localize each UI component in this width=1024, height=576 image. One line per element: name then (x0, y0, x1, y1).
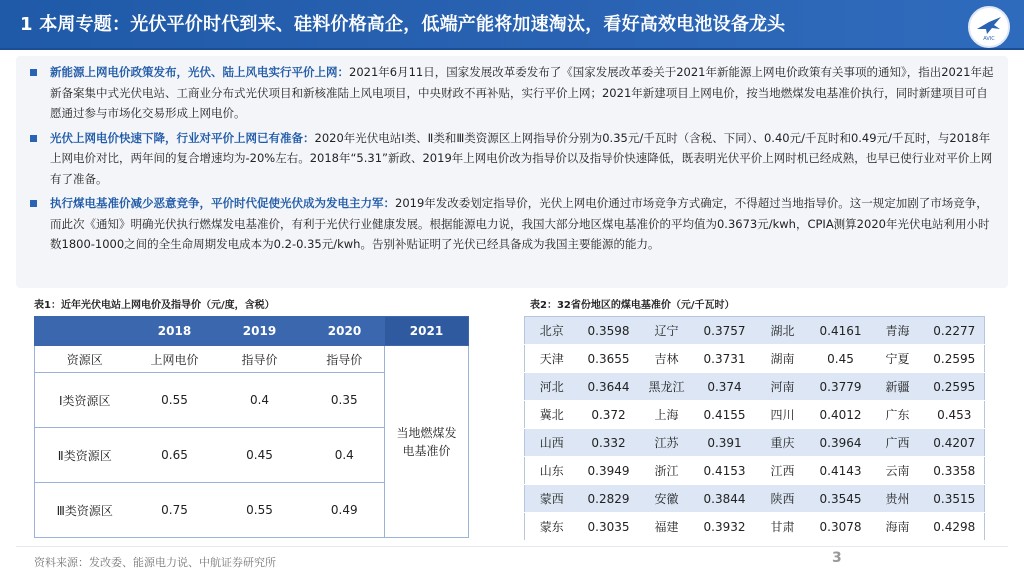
price-cell: 0.4155 (703, 407, 746, 422)
province-cell: 辽宁 (639, 317, 695, 345)
footer-divider (16, 546, 1008, 547)
price-cell: 0.2829 (579, 485, 639, 513)
price-cell: 0.332 (579, 429, 639, 457)
price-cell: 0.3545 (811, 485, 871, 513)
province-cell: 云南 (885, 464, 910, 478)
table1-caption: 表1：近年光伏电站上网电价及指导价（元/度，含税） (34, 300, 275, 311)
province-cell: 安徽 (639, 485, 695, 513)
province-cell: 海南 (885, 520, 910, 534)
price-cell: 0.4153 (703, 463, 746, 478)
province-cell: 宁夏 (885, 352, 910, 366)
province-cell: 江苏 (639, 429, 695, 457)
table-row (525, 345, 985, 373)
paragraph-lead: 执行煤电基准价减少恶意竞争，平价时代促使光伏成为发电主力军： (50, 196, 395, 210)
year-header: 2018 (135, 317, 215, 346)
price-cell: 0.3964 (811, 429, 871, 457)
province-cell: 陕西 (755, 485, 811, 513)
price-cell: 0.4143 (819, 463, 862, 478)
province-cell: 重庆 (755, 429, 811, 457)
price-cell: 0.2595 (933, 351, 976, 366)
table-cell: 上网电价 (135, 346, 215, 373)
note-2021-cell (385, 346, 469, 538)
province-cell: 冀北 (539, 408, 564, 422)
company-logo (968, 6, 1010, 48)
price-cell: 0.3731 (703, 351, 746, 366)
table-row (525, 373, 985, 401)
province-cell: 广西 (871, 429, 925, 457)
summary-box (16, 56, 1008, 288)
price-cell: 0.4207 (925, 429, 985, 457)
square-bullet-icon (30, 69, 37, 76)
price-cell: 0.3757 (695, 317, 755, 345)
table-cell: 0.75 (135, 483, 215, 538)
province-cell: 四川 (770, 408, 795, 422)
paragraph-lead: 新能源上网电价政策发布，光伏、陆上风电实行平价上网： (50, 65, 349, 79)
province-cell: 山西 (525, 429, 579, 457)
province-cell: 贵州 (871, 485, 925, 513)
year-header: 2020 (305, 317, 385, 346)
note-2021-text: 当地燃煤发电基准价 (396, 425, 457, 458)
table-cell: Ⅱ类资源区 (35, 428, 135, 483)
table-row (525, 485, 985, 513)
table-row (35, 346, 469, 373)
province-cell: 江西 (770, 464, 795, 478)
table2-caption: 表2：32省份地区的煤电基准价（元/千瓦时） (530, 300, 735, 311)
table-row (525, 401, 985, 429)
coal-benchmark-table (524, 316, 985, 541)
year-header: 2019 (215, 317, 305, 346)
price-cell: 0.453 (937, 407, 972, 422)
province-cell: 福建 (654, 520, 679, 534)
header-bar (0, 0, 1024, 50)
price-cell: 0.2595 (925, 373, 985, 401)
table-cell: 0.55 (135, 373, 215, 428)
table-cell: 资源区 (35, 346, 135, 373)
table-cell: 0.45 (215, 428, 305, 483)
province-cell: 青海 (871, 317, 925, 345)
province-cell: 新疆 (871, 373, 925, 401)
province-cell: 蒙东 (539, 520, 564, 534)
table-row (525, 317, 985, 345)
price-cell: 0.3358 (933, 463, 976, 478)
year-header: 2021 (385, 317, 469, 346)
price-cell: 0.3078 (819, 519, 862, 534)
pv-tariff-table (34, 316, 469, 538)
summary-paragraph-3 (28, 193, 994, 255)
price-cell: 0.2277 (925, 317, 985, 345)
price-cell: 0.3598 (579, 317, 639, 345)
paragraph-lead: 光伏上网电价快速下降，行业对平价上网已有准备： (50, 130, 315, 145)
price-cell: 0.3932 (703, 519, 746, 534)
price-cell: 0.3949 (587, 463, 630, 478)
price-cell: 0.4298 (933, 519, 976, 534)
table-cell: Ⅰ类资源区 (35, 373, 135, 428)
airplane-logo-icon (970, 8, 1008, 46)
summary-paragraph-1 (28, 62, 994, 124)
price-cell: 0.3035 (587, 519, 630, 534)
price-cell: 0.391 (695, 429, 755, 457)
price-cell: 0.4012 (819, 407, 862, 422)
paragraph-body: 2020年光伏电站Ⅰ类、Ⅱ类和Ⅲ类资源区上网指导价分别为0.35元/千瓦时（含税、下同）、0.40元/千瓦时和0.49元/千瓦时，与2018年上网电价对比，两年间的复合增速均为-20%左右。2018年“5.31”新政、2019年上网电价改为指导价以及指导价快速降低，既表明光伏平价上网时机已经成熟，也早已使行业对平价上网有了准备。 (50, 130, 993, 186)
paragraph-body: 2021年6月11日，国家发展改革委发布了《国家发展改革委关于2021年新能源上网电价政策有关事项的通知》，指出2021年起新备案集中式光伏电站、工商业分布式光伏项目和新核准陆上风电项目，中央财政不再补贴，实行平价上网；2021年新建项目上网电价，按当地燃煤发电基准价执行，同时新建项目可自愿通过参与市场化交易形成上网电价。 (50, 65, 994, 120)
province-cell: 吉林 (654, 352, 679, 366)
svg-text:AVIC: AVIC (983, 36, 995, 42)
province-cell: 山东 (539, 464, 564, 478)
table-cell: 0.4 (305, 428, 385, 483)
paragraph-body: 2019年发改委划定指导价，光伏上网电价通过市场竞争方式确定，不得超过当地指导价。这一规定加剧了市场竞争，而此次《通知》明确光伏执行燃煤发电基准价，有利于光伏行业健康发展。根据能源电力说，我国大部分地区煤电基准价的平均值为0.3673元/kwh，CPIA测算2020年光伏电站利用小时数1800-1000之间的全生命周期发电成本为0.2-0.35元/kwh。告别补贴证明了光伏已经具备成为我国主要能源的能力。 (50, 196, 990, 251)
province-cell: 湖南 (770, 352, 795, 366)
province-cell: 蒙西 (525, 485, 579, 513)
price-cell: 0.372 (591, 407, 626, 422)
price-cell: 0.3655 (587, 351, 630, 366)
source-note: 资料来源：发改委、能源电力说、中航证券研究所 (34, 556, 276, 569)
table-row (525, 457, 985, 485)
province-cell: 黑龙江 (639, 373, 695, 401)
table-cell: 0.55 (215, 483, 305, 538)
page-number: 3 (832, 550, 842, 566)
price-cell: 0.3515 (925, 485, 985, 513)
table-cell: 指导价 (305, 346, 385, 373)
table-cell: 0.35 (305, 373, 385, 428)
price-cell: 0.3844 (695, 485, 755, 513)
table-cell: 指导价 (215, 346, 305, 373)
price-cell: 0.4161 (811, 317, 871, 345)
price-cell: 0.3644 (579, 373, 639, 401)
table-cell: 0.49 (305, 483, 385, 538)
square-bullet-icon (30, 200, 37, 207)
table-cell: Ⅲ类资源区 (35, 483, 135, 538)
province-cell: 浙江 (654, 464, 679, 478)
page-title: 1 本周专题：光伏平价时代到来、硅料价格高企，低端产能将加速淘汰，看好高效电池设备龙头 (20, 14, 786, 35)
table-header-row (35, 317, 469, 346)
province-cell: 北京 (525, 317, 579, 345)
square-bullet-icon (30, 135, 37, 142)
table-cell: 0.65 (135, 428, 215, 483)
province-cell: 上海 (654, 408, 679, 422)
price-cell: 0.45 (827, 351, 854, 366)
province-cell: 甘肃 (770, 520, 795, 534)
table-header-cell (35, 317, 135, 346)
province-cell: 广东 (885, 408, 910, 422)
price-cell: 0.374 (695, 373, 755, 401)
price-cell: 0.3779 (811, 373, 871, 401)
province-cell: 河北 (525, 373, 579, 401)
summary-paragraph-2 (28, 128, 994, 190)
table-row (525, 429, 985, 457)
province-cell: 天津 (539, 352, 564, 366)
table-cell: 0.4 (215, 373, 305, 428)
province-cell: 河南 (755, 373, 811, 401)
table-row (525, 513, 985, 541)
province-cell: 湖北 (755, 317, 811, 345)
